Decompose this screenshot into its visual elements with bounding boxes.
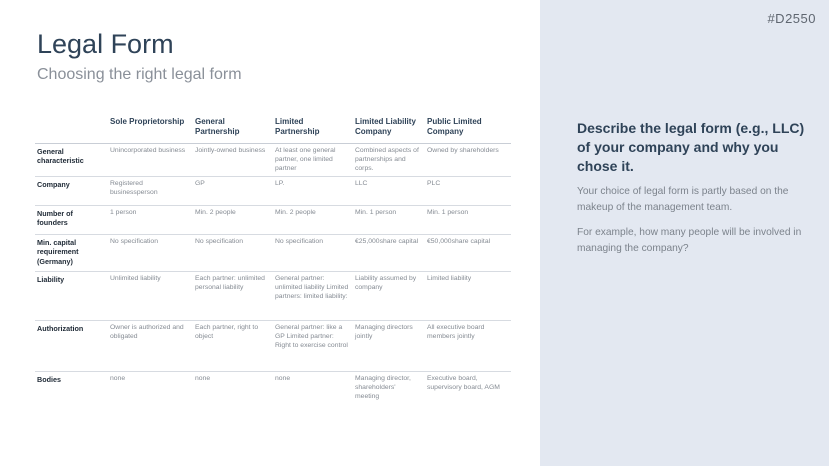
header-general-partnership: General Partnership — [193, 115, 273, 144]
row-label: Number of founders — [35, 206, 108, 235]
table-cell: Each partner: unlimited personal liability — [193, 272, 273, 321]
table-cell: €50,000share capital — [425, 235, 511, 272]
table-cell: Managing director, shareholders' meeting — [355, 375, 411, 400]
table-cell: Combined aspects of partnerships and corps. — [353, 144, 425, 177]
table-cell: Registered businessperson — [108, 177, 193, 206]
table-cell: 1 person — [108, 206, 193, 235]
table-row — [35, 372, 511, 406]
row-label: Bodies — [37, 375, 61, 384]
table-row — [35, 235, 511, 272]
page-title: Legal Form — [37, 29, 174, 59]
table-cell: All executive board members jointly — [425, 321, 511, 372]
sidebar-paragraph-1: Your choice of legal form is partly based on the makeup of the management team. — [577, 186, 789, 213]
table-cell: Min. 1 person — [425, 206, 511, 235]
table-cell: Min. 1 person — [353, 206, 425, 235]
table-cell: At least one general partner, one limited partner — [273, 144, 353, 177]
header-limited-partnership: Limited Partnership — [273, 115, 353, 144]
row-label: Min. capital requirement (Germany) — [35, 235, 108, 272]
slide-code: #D2550 — [767, 11, 816, 26]
header-plc: Public Limited Company — [425, 115, 511, 144]
table-cell: Each partner, right to object — [193, 321, 273, 372]
table-cell: Limited liability — [425, 272, 511, 321]
table-cell: No specification — [273, 235, 353, 272]
table-cell: Unincorporated business — [108, 144, 193, 177]
table-cell: LP. — [273, 177, 353, 206]
row-label: General characteristic — [35, 144, 108, 177]
table-cell: No specification — [108, 235, 193, 272]
table-cell: General partner: unlimited liability Limited partners: limited liability: — [273, 272, 353, 321]
table-row — [35, 144, 511, 177]
legal-form-table — [35, 115, 511, 406]
table-header-row — [35, 115, 511, 144]
table-cell: LLC — [353, 177, 425, 206]
table-row — [35, 321, 511, 372]
table-cell: Min. 2 people — [193, 206, 273, 235]
table-cell: PLC — [425, 177, 511, 206]
header-empty — [35, 115, 108, 144]
table-row — [35, 206, 511, 235]
table-row — [35, 177, 511, 206]
header-llc: Limited Liability Company — [353, 115, 425, 144]
sidebar-paragraph-2: For example, how many people will be involved in managing the company? — [577, 227, 802, 254]
table-cell: Unlimited liability — [108, 272, 193, 321]
table-cell: Owner is authorized and obligated — [108, 321, 193, 372]
table-cell: none — [195, 375, 211, 382]
table-cell: Jointly-owned business — [193, 144, 273, 177]
row-label: Authorization — [35, 321, 108, 372]
page-subtitle: Choosing the right legal form — [37, 66, 242, 83]
table-cell: Managing directors jointly — [353, 321, 425, 372]
header-sole-proprietorship: Sole Proprietorship — [108, 115, 193, 144]
table-cell: Min. 2 people — [273, 206, 353, 235]
table-cell: none — [110, 375, 126, 382]
row-label: Company — [35, 177, 108, 206]
row-label: Liability — [35, 272, 108, 321]
table-cell: €25,000share capital — [353, 235, 425, 272]
table-cell: none — [275, 375, 291, 382]
table-cell: General partner: like a GP Limited partner: Right to exercise control — [273, 321, 353, 372]
table-cell: Owned by shareholders — [425, 144, 511, 177]
sidebar-question: Describe the legal form (e.g., LLC) of your company and why you chose it. — [577, 120, 805, 174]
table-row — [35, 272, 511, 321]
table-cell: No specification — [193, 235, 273, 272]
table-cell: GP — [193, 177, 273, 206]
table-cell: Executive board, supervisory board, AGM — [427, 375, 500, 391]
table-cell: Liability assumed by company — [353, 272, 425, 321]
